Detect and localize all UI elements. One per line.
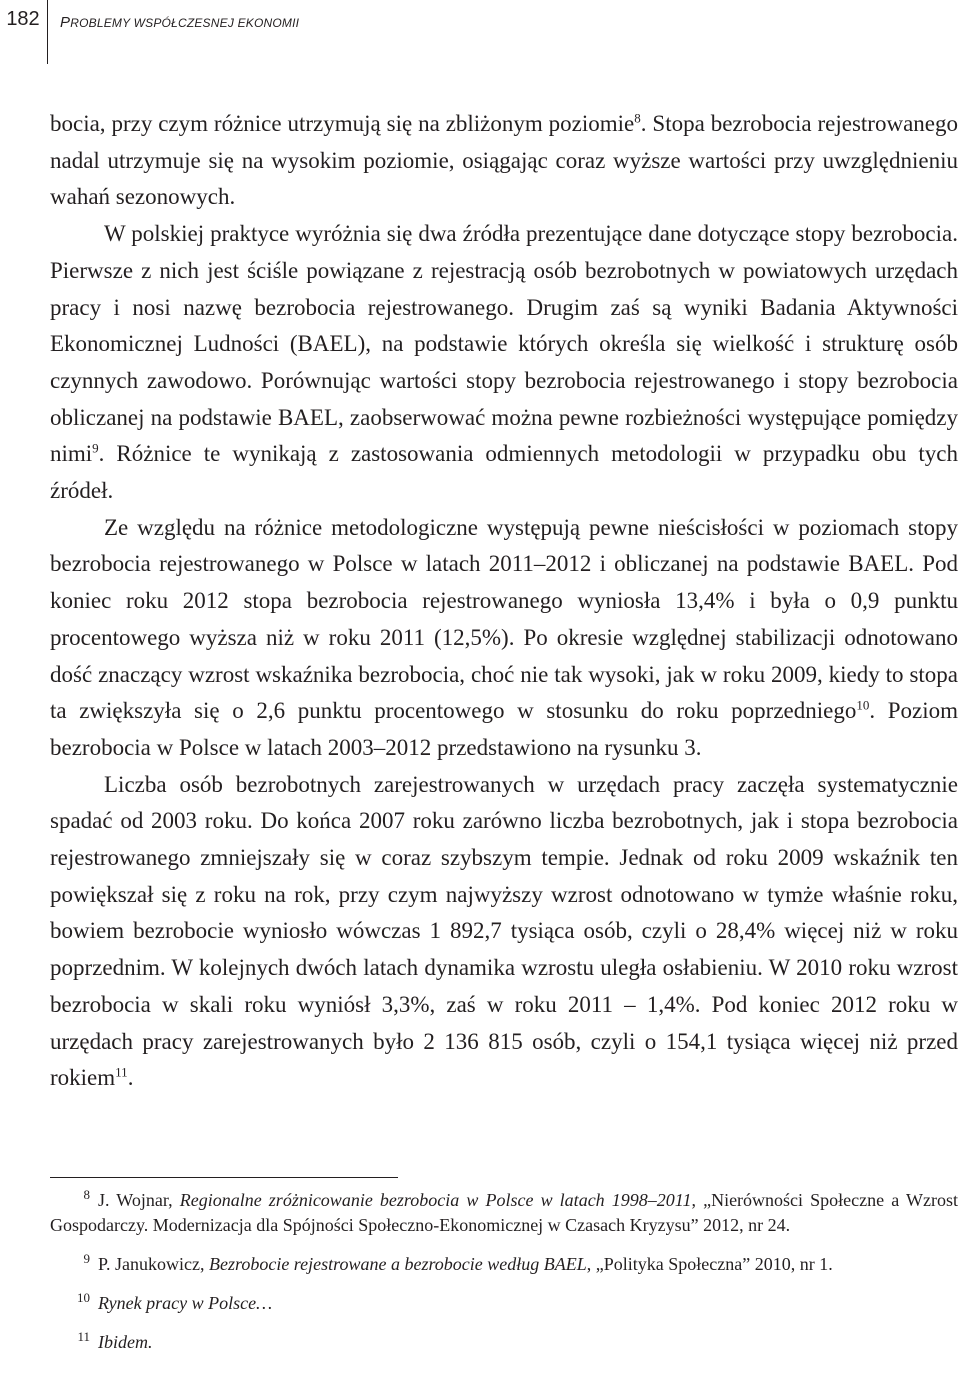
paragraph-4-text-a: Liczba osób bezrobotnych zarejestrowanych w urzędach pracy zaczęła systematycznie spadać od 2003 roku. Do końca 2007 roku zarówno liczba bezrobotnych, jak i stopa bezrobocia rejestrowanego zmniejszały się w coraz szybszym tempie. Jednak od roku 2009 wskaźnik ten powiększał się z roku na rok, przy czym najwyższy wzrost odnotowano w tymże właśnie roku, bowiem bezrobocie wyniosło wówczas 1 892,7 tysiąca osób, czyli o 28,4% więcej niż w roku poprzednim. W kolejnych dwóch latach dynamika wzrostu uległa osłabieniu. W 2010 roku wzrost bezrobocia w skali roku wyniósł 3,3%, zaś w roku 2011 – 1,4%. Pod koniec 2012 roku w urzędach pracy zarejestrowanych było 2 136 815 osób, czyli o 154,1 tysiąca więcej niż przed rokiem	[50, 771, 958, 1091]
footnote-11: 11 Ibidem.	[77, 1329, 153, 1352]
paragraph-4-text-b: .	[127, 1065, 134, 1091]
paragraph-4	[50, 767, 958, 1097]
footnote-ref-9[interactable]: 9	[92, 440, 99, 456]
footnote-10: 10 Rynek pracy w Polsce…	[77, 1290, 273, 1313]
footnote-separator	[50, 1177, 398, 1178]
running-title-initial: P	[60, 14, 71, 31]
footnote-title: Rynek pracy w Polsce…	[98, 1293, 273, 1313]
footnote-8: 8 J. Wojnar, Regionalne zróżnicowanie bezrobocia w Polsce w latach 1998–2011, „Nierówności Społeczne a Wzrost Gospodarczy. Modernizacja dla Spójności Społeczno-Ekonomicznej w Czasach Kryzysu” 2012, nr 24.	[50, 1187, 958, 1235]
header-divider	[47, 0, 48, 64]
paragraph-3	[50, 510, 958, 767]
footnote-text: J. Wojnar,	[98, 1190, 180, 1210]
paragraph-1-text-b: . Stopa bezrobocia rejestrowanego nadal utrzymuje się na wysokim poziomie, osiągając coraz wyższe wartości przy uwzględnieniu wahań sezonowych.	[50, 111, 958, 210]
paragraph-2-text-a: W polskiej praktyce wyróżnia się dwa źródła prezentujące dane dotyczące stopy bezrobocia. Pierwsze z nich jest ściśle powiązane z rejestracją osób bezrobotnych w powiatowych urzędach pracy i nosi nazwę bezrobocia rejestrowanego. Drugim zaś są wyniki Badania Aktywności Ekonomicznej Ludności (BAEL), na podstawie których określa się wielkość i strukturę osób czynnych zawodowo. Porównując wartości stopy bezrobocia rejestrowanego i stopy bezrobocia obliczanej na podstawie BAEL, zaobserwować można pewne rozbieżności występujące pomiędzy nimi	[50, 221, 958, 467]
footnote-ref-11[interactable]: 11	[115, 1064, 128, 1080]
running-title	[60, 14, 299, 31]
paragraph-1	[50, 106, 958, 216]
paragraph-1-text-a: bocia, przy czym różnice utrzymują się na zbliżonym poziomie	[50, 111, 635, 136]
footnote-title: Ibidem.	[98, 1332, 153, 1352]
paragraph-2-text-b: . Różnice te wynikają z zastosowania odmiennych metodologii w przypadku obu tych źródeł.	[50, 441, 958, 504]
footnote-title: Regionalne zróżnicowanie bezrobocia w Polsce w latach 1998–2011	[179, 1190, 692, 1210]
footnote-text: , „Polityka Społeczna” 2010, nr 1.	[586, 1254, 833, 1274]
footnote-title: Bezrobocie rejestrowane a bezrobocie według BAEL	[209, 1254, 587, 1274]
footnote-9: 9 P. Janukowicz, Bezrobocie rejestrowane a bezrobocie według BAEL, „Polityka Społeczna” 2010, nr 1.	[83, 1251, 833, 1274]
page-number: 182	[6, 8, 40, 30]
page-header	[0, 0, 960, 64]
footnote-ref-8[interactable]: 8	[634, 110, 641, 126]
footnote-text: P. Janukowicz,	[98, 1254, 209, 1274]
main-text	[50, 106, 958, 1097]
paragraph-2	[50, 216, 958, 510]
paragraph-3-text-a: Ze względu na różnice metodologiczne występują pewne nieścisłości w poziomach stopy bezrobocia rejestrowanego w Polsce w latach 2011–2012 i obliczanej na podstawie BAEL. Pod koniec roku 2012 stopa bezrobocia rejestrowanego wyniosła 13,4% i była o 0,9 punktu procentowego wyższa niż w roku 2011 (12,5%). Po okresie względnej stabilizacji odnotowano dość znaczący wzrost wskaźnika bezrobocia, choć nie tak wysoki, jak w roku 2009, kiedy to stopa ta zwiększyła się o 2,6 punktu procentowego w stosunku do roku poprzedniego	[50, 514, 958, 724]
running-title-rest: ROBLEMY WSPÓŁCZESNEJ EKONOMII	[70, 16, 300, 30]
footnotes	[50, 1188, 958, 1369]
paragraph-3-text-b: . Poziom bezrobocia w Polsce w latach 2003–2012 przedstawiono na rysunku 3.	[50, 698, 958, 760]
footnote-text: , „Nierówności Społeczne a Wzrost Gospodarczy. Modernizacja dla Spójności Społeczno-Ekonomicznej w Czasach Kryzysu” 2012, nr 24.	[50, 1190, 958, 1235]
footnote-ref-10[interactable]: 10	[856, 697, 870, 713]
